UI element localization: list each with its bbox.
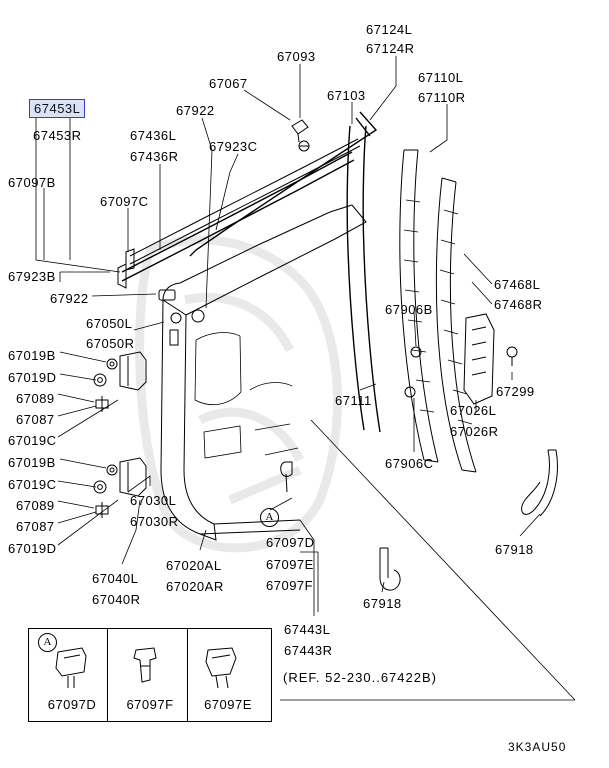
label-67097D: 67097D — [266, 535, 315, 550]
legend-label-2: 67097E — [204, 697, 252, 712]
label-67443R: 67443R — [284, 643, 333, 658]
label-67124L: 67124L — [366, 22, 413, 37]
small-clips-group — [159, 290, 204, 345]
label-67923C: 67923C — [209, 139, 258, 154]
label-67468R: 67468R — [494, 297, 543, 312]
label-67019C-upper: 67019C — [8, 433, 57, 448]
door-panel-outline — [161, 205, 366, 540]
label-67020AR: 67020AR — [166, 579, 224, 594]
label-67019D-lower: 67019D — [8, 541, 57, 556]
window-regulator-rail — [464, 314, 494, 404]
label-67026R: 67026R — [450, 424, 499, 439]
label-67030R: 67030R — [130, 514, 179, 529]
diagram-code: 3K3AU50 — [508, 740, 567, 754]
label-67111: 67111 — [335, 393, 372, 408]
label-67050R: 67050R — [86, 336, 135, 351]
hook-67918-right — [522, 450, 558, 516]
label-67020AL: 67020AL — [166, 558, 222, 573]
label-67050L: 67050L — [86, 316, 133, 331]
label-67019C-lower: 67019C — [8, 477, 57, 492]
reference-note: (REF. 52-230..67422B) — [283, 670, 437, 685]
label-67026L: 67026L — [450, 403, 497, 418]
label-67918-center: 67918 — [363, 596, 402, 611]
label-67906B: 67906B — [385, 302, 433, 317]
label-67040R: 67040R — [92, 592, 141, 607]
label-67124R: 67124R — [366, 41, 415, 56]
label-67443L: 67443L — [284, 622, 331, 637]
callout-marker-a-main: A — [260, 508, 279, 527]
callout-marker-a-legend: A — [38, 633, 57, 652]
hook-67918-center — [380, 548, 400, 590]
label-67019B-upper: 67019B — [8, 348, 56, 363]
label-67453L-highlighted[interactable]: 67453L — [29, 99, 85, 118]
label-67019D-upper: 67019D — [8, 370, 57, 385]
label-67097F: 67097F — [266, 578, 314, 593]
label-67468L: 67468L — [494, 277, 541, 292]
label-67906C: 67906C — [385, 456, 434, 471]
label-67923B: 67923B — [8, 269, 56, 284]
label-67089-lower: 67089 — [16, 498, 55, 513]
label-67103: 67103 — [327, 88, 366, 103]
legend-divider-2 — [187, 629, 188, 721]
label-67019B-lower: 67019B — [8, 455, 56, 470]
label-67922-lower: 67922 — [50, 291, 89, 306]
legend-label-0: 67097D — [47, 697, 97, 712]
label-67453R: 67453R — [33, 128, 82, 143]
label-67097B: 67097B — [8, 175, 56, 190]
label-67089-upper: 67089 — [16, 391, 55, 406]
label-67110L: 67110L — [418, 70, 464, 85]
label-67918-right: 67918 — [495, 542, 534, 557]
label-67110R: 67110R — [418, 90, 466, 105]
label-67097E: 67097E — [266, 557, 314, 572]
bolt-67299 — [507, 347, 517, 366]
label-67087-lower: 67087 — [16, 519, 55, 534]
label-67436R: 67436R — [130, 149, 179, 164]
label-67067: 67067 — [209, 76, 248, 91]
striker-bolts — [292, 120, 309, 151]
label-67040L: 67040L — [92, 571, 139, 586]
label-67436L: 67436L — [130, 128, 177, 143]
label-67299: 67299 — [496, 384, 535, 399]
label-67093: 67093 — [277, 49, 316, 64]
label-67097C: 67097C — [100, 194, 149, 209]
label-67922-upper: 67922 — [176, 103, 215, 118]
label-67087-upper: 67087 — [16, 412, 55, 427]
legend-label-1: 67097F — [126, 697, 174, 712]
label-67030L: 67030L — [130, 493, 177, 508]
